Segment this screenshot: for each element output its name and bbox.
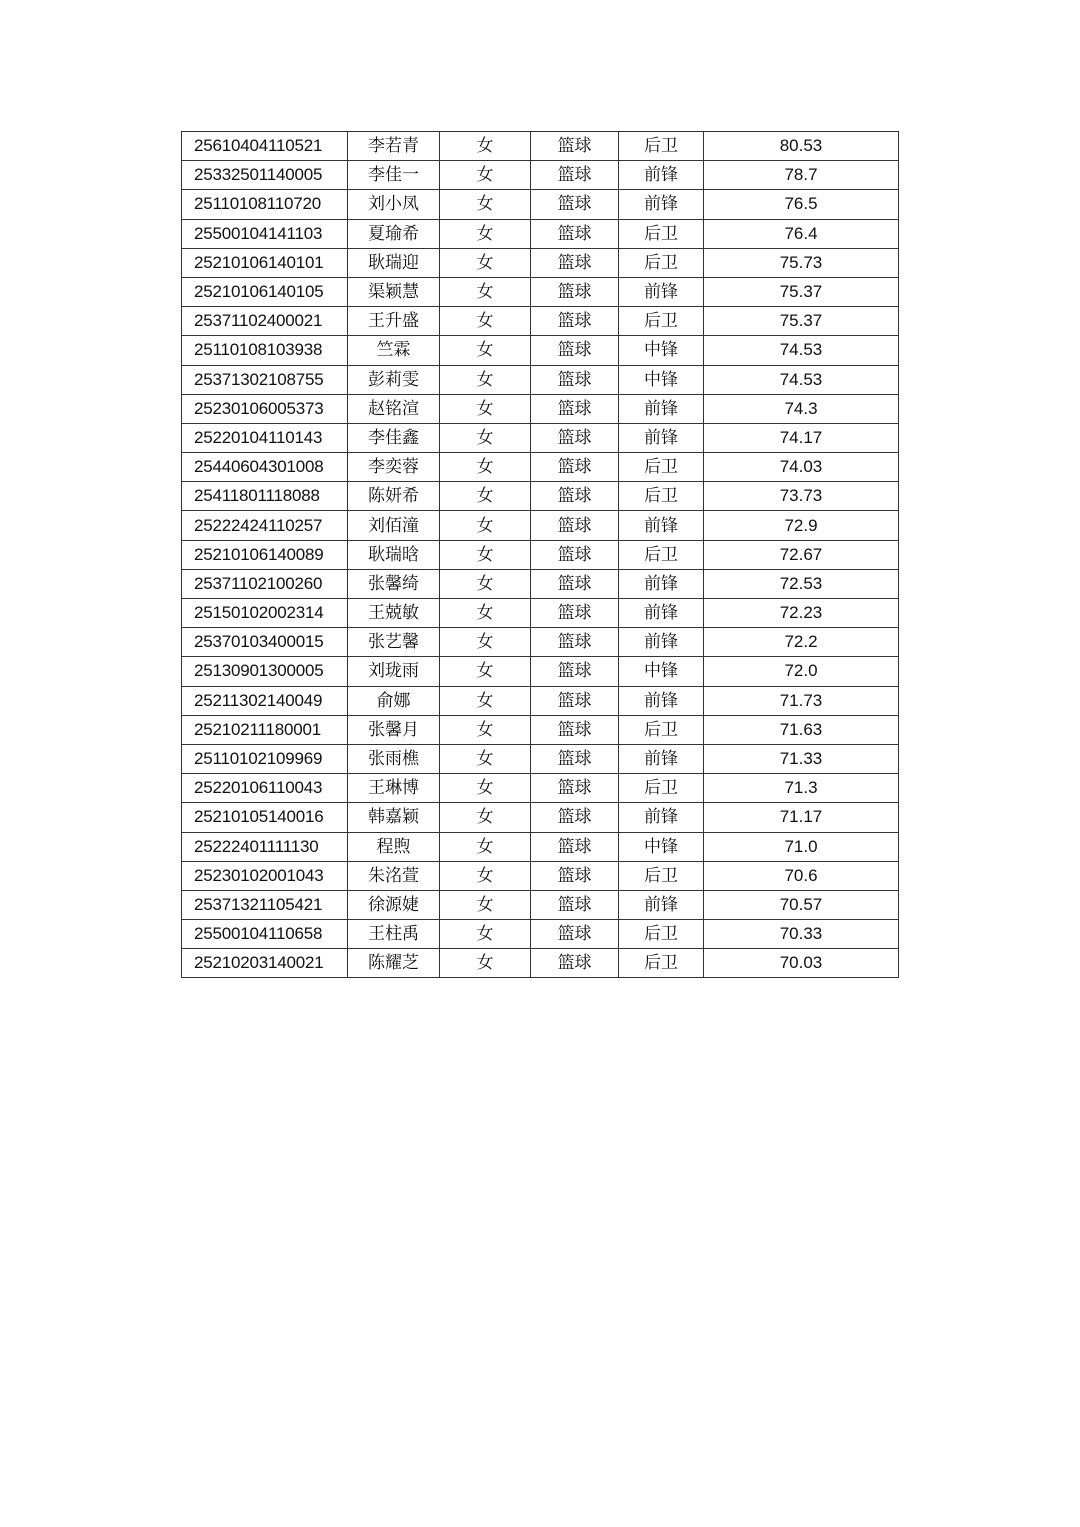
student-id-cell: 25411801118088: [182, 482, 348, 511]
gender-cell: 女: [440, 307, 531, 336]
student-id-cell: 25222424110257: [182, 511, 348, 540]
student-id-cell: 25500104141103: [182, 219, 348, 248]
score-cell: 70.33: [704, 920, 899, 949]
gender-cell: 女: [440, 511, 531, 540]
gender-cell: 女: [440, 190, 531, 219]
score-cell: 70.6: [704, 861, 899, 890]
student-name-cell: 陈妍希: [348, 482, 440, 511]
gender-cell: 女: [440, 394, 531, 423]
student-name-cell: 李奕蓉: [348, 453, 440, 482]
gender-cell: 女: [440, 453, 531, 482]
score-cell: 74.17: [704, 423, 899, 452]
student-id-cell: 25210106140101: [182, 248, 348, 277]
results-table-body: [182, 132, 899, 978]
score-cell: 74.53: [704, 365, 899, 394]
sport-cell: 篮球: [531, 686, 619, 715]
student-id-cell: 25332501140005: [182, 161, 348, 190]
sport-cell: 篮球: [531, 511, 619, 540]
student-name-cell: 韩嘉颖: [348, 803, 440, 832]
score-cell: 74.3: [704, 394, 899, 423]
position-cell: 前锋: [619, 161, 704, 190]
position-cell: 中锋: [619, 832, 704, 861]
sport-cell: 篮球: [531, 861, 619, 890]
table-row: [182, 190, 899, 219]
student-id-cell: 25230102001043: [182, 861, 348, 890]
gender-cell: 女: [440, 599, 531, 628]
student-id-cell: 25440604301008: [182, 453, 348, 482]
score-cell: 71.0: [704, 832, 899, 861]
gender-cell: 女: [440, 686, 531, 715]
student-name-cell: 耿瑞迎: [348, 248, 440, 277]
position-cell: 后卫: [619, 219, 704, 248]
student-name-cell: 彭莉雯: [348, 365, 440, 394]
sport-cell: 篮球: [531, 832, 619, 861]
student-name-cell: 耿瑞晗: [348, 540, 440, 569]
sport-cell: 篮球: [531, 569, 619, 598]
sport-cell: 篮球: [531, 423, 619, 452]
student-name-cell: 俞娜: [348, 686, 440, 715]
student-name-cell: 张艺馨: [348, 628, 440, 657]
sport-cell: 篮球: [531, 715, 619, 744]
table-row: [182, 657, 899, 686]
student-name-cell: 赵铭渲: [348, 394, 440, 423]
gender-cell: 女: [440, 832, 531, 861]
score-cell: 72.2: [704, 628, 899, 657]
gender-cell: 女: [440, 248, 531, 277]
student-name-cell: 程煦: [348, 832, 440, 861]
position-cell: 前锋: [619, 599, 704, 628]
position-cell: 后卫: [619, 920, 704, 949]
sport-cell: 篮球: [531, 744, 619, 773]
student-name-cell: 夏瑜希: [348, 219, 440, 248]
table-row: [182, 482, 899, 511]
gender-cell: 女: [440, 657, 531, 686]
student-id-cell: 25110102109969: [182, 744, 348, 773]
table-row: [182, 949, 899, 978]
table-row: [182, 774, 899, 803]
score-cell: 70.57: [704, 890, 899, 919]
table-row: [182, 744, 899, 773]
position-cell: 后卫: [619, 861, 704, 890]
score-cell: 74.03: [704, 453, 899, 482]
sport-cell: 篮球: [531, 482, 619, 511]
position-cell: 后卫: [619, 715, 704, 744]
table-row: [182, 540, 899, 569]
student-name-cell: 王琳博: [348, 774, 440, 803]
position-cell: 后卫: [619, 540, 704, 569]
table-row: [182, 686, 899, 715]
student-id-cell: 25211302140049: [182, 686, 348, 715]
score-cell: 71.3: [704, 774, 899, 803]
table-row: [182, 569, 899, 598]
score-cell: 78.7: [704, 161, 899, 190]
gender-cell: 女: [440, 715, 531, 744]
gender-cell: 女: [440, 423, 531, 452]
table-row: [182, 248, 899, 277]
position-cell: 后卫: [619, 307, 704, 336]
sport-cell: 篮球: [531, 219, 619, 248]
table-row: [182, 861, 899, 890]
score-cell: 71.17: [704, 803, 899, 832]
score-cell: 72.9: [704, 511, 899, 540]
student-name-cell: 张雨樵: [348, 744, 440, 773]
position-cell: 后卫: [619, 482, 704, 511]
gender-cell: 女: [440, 219, 531, 248]
table-row: [182, 920, 899, 949]
student-id-cell: 25110108110720: [182, 190, 348, 219]
student-id-cell: 25230106005373: [182, 394, 348, 423]
gender-cell: 女: [440, 920, 531, 949]
gender-cell: 女: [440, 540, 531, 569]
sport-cell: 篮球: [531, 277, 619, 306]
student-name-cell: 渠颖慧: [348, 277, 440, 306]
table-row: [182, 628, 899, 657]
student-name-cell: 徐源婕: [348, 890, 440, 919]
student-name-cell: 王兢敏: [348, 599, 440, 628]
gender-cell: 女: [440, 861, 531, 890]
student-name-cell: 刘小凤: [348, 190, 440, 219]
table-row: [182, 599, 899, 628]
student-id-cell: 25110108103938: [182, 336, 348, 365]
student-name-cell: 李若青: [348, 132, 440, 161]
position-cell: 后卫: [619, 453, 704, 482]
student-id-cell: 25610404110521: [182, 132, 348, 161]
position-cell: 前锋: [619, 190, 704, 219]
score-cell: 71.33: [704, 744, 899, 773]
student-id-cell: 25222401111130: [182, 832, 348, 861]
sport-cell: 篮球: [531, 248, 619, 277]
score-cell: 72.67: [704, 540, 899, 569]
gender-cell: 女: [440, 161, 531, 190]
student-name-cell: 张馨月: [348, 715, 440, 744]
student-id-cell: 25371102100260: [182, 569, 348, 598]
student-id-cell: 25371302108755: [182, 365, 348, 394]
score-cell: 72.0: [704, 657, 899, 686]
position-cell: 后卫: [619, 248, 704, 277]
position-cell: 前锋: [619, 686, 704, 715]
student-id-cell: 25220106110043: [182, 774, 348, 803]
table-row: [182, 394, 899, 423]
student-name-cell: 王升盛: [348, 307, 440, 336]
score-cell: 70.03: [704, 949, 899, 978]
sport-cell: 篮球: [531, 336, 619, 365]
sport-cell: 篮球: [531, 394, 619, 423]
score-cell: 74.53: [704, 336, 899, 365]
sport-cell: 篮球: [531, 365, 619, 394]
sport-cell: 篮球: [531, 774, 619, 803]
student-name-cell: 李佳鑫: [348, 423, 440, 452]
table-row: [182, 219, 899, 248]
student-name-cell: 陈耀芝: [348, 949, 440, 978]
student-id-cell: 25220104110143: [182, 423, 348, 452]
score-cell: 71.63: [704, 715, 899, 744]
gender-cell: 女: [440, 365, 531, 394]
student-name-cell: 王柱禹: [348, 920, 440, 949]
student-id-cell: 25210106140089: [182, 540, 348, 569]
position-cell: 前锋: [619, 890, 704, 919]
table-row: [182, 336, 899, 365]
score-cell: 76.5: [704, 190, 899, 219]
gender-cell: 女: [440, 132, 531, 161]
gender-cell: 女: [440, 803, 531, 832]
score-cell: 80.53: [704, 132, 899, 161]
sport-cell: 篮球: [531, 599, 619, 628]
student-name-cell: 竺霖: [348, 336, 440, 365]
table-row: [182, 511, 899, 540]
table-row: [182, 453, 899, 482]
gender-cell: 女: [440, 336, 531, 365]
sport-cell: 篮球: [531, 920, 619, 949]
student-id-cell: 25150102002314: [182, 599, 348, 628]
position-cell: 前锋: [619, 744, 704, 773]
table-row: [182, 132, 899, 161]
score-cell: 71.73: [704, 686, 899, 715]
student-id-cell: 25210105140016: [182, 803, 348, 832]
position-cell: 前锋: [619, 628, 704, 657]
table-row: [182, 890, 899, 919]
score-cell: 72.53: [704, 569, 899, 598]
position-cell: 中锋: [619, 365, 704, 394]
position-cell: 后卫: [619, 949, 704, 978]
table-row: [182, 307, 899, 336]
student-id-cell: 25210106140105: [182, 277, 348, 306]
student-id-cell: 25500104110658: [182, 920, 348, 949]
gender-cell: 女: [440, 774, 531, 803]
student-id-cell: 25210203140021: [182, 949, 348, 978]
position-cell: 前锋: [619, 569, 704, 598]
position-cell: 中锋: [619, 657, 704, 686]
sport-cell: 篮球: [531, 190, 619, 219]
gender-cell: 女: [440, 569, 531, 598]
sport-cell: 篮球: [531, 657, 619, 686]
student-name-cell: 刘佰潼: [348, 511, 440, 540]
student-name-cell: 张馨绮: [348, 569, 440, 598]
gender-cell: 女: [440, 949, 531, 978]
sport-cell: 篮球: [531, 890, 619, 919]
table-row: [182, 423, 899, 452]
gender-cell: 女: [440, 628, 531, 657]
student-id-cell: 25210211180001: [182, 715, 348, 744]
student-id-cell: 25130901300005: [182, 657, 348, 686]
score-cell: 75.37: [704, 277, 899, 306]
sport-cell: 篮球: [531, 540, 619, 569]
student-name-cell: 朱洺萱: [348, 861, 440, 890]
student-name-cell: 李佳一: [348, 161, 440, 190]
sport-cell: 篮球: [531, 453, 619, 482]
table-row: [182, 365, 899, 394]
gender-cell: 女: [440, 482, 531, 511]
table-row: [182, 277, 899, 306]
sport-cell: 篮球: [531, 307, 619, 336]
position-cell: 后卫: [619, 132, 704, 161]
table-row: [182, 161, 899, 190]
score-cell: 73.73: [704, 482, 899, 511]
gender-cell: 女: [440, 744, 531, 773]
position-cell: 前锋: [619, 423, 704, 452]
sport-cell: 篮球: [531, 132, 619, 161]
table-row: [182, 832, 899, 861]
gender-cell: 女: [440, 890, 531, 919]
student-id-cell: 25371102400021: [182, 307, 348, 336]
table-row: [182, 715, 899, 744]
sport-cell: 篮球: [531, 949, 619, 978]
score-cell: 76.4: [704, 219, 899, 248]
score-cell: 75.73: [704, 248, 899, 277]
gender-cell: 女: [440, 277, 531, 306]
position-cell: 中锋: [619, 336, 704, 365]
student-id-cell: 25371321105421: [182, 890, 348, 919]
position-cell: 前锋: [619, 394, 704, 423]
student-name-cell: 刘珑雨: [348, 657, 440, 686]
position-cell: 后卫: [619, 774, 704, 803]
position-cell: 前锋: [619, 277, 704, 306]
student-id-cell: 25370103400015: [182, 628, 348, 657]
score-cell: 75.37: [704, 307, 899, 336]
score-cell: 72.23: [704, 599, 899, 628]
sport-cell: 篮球: [531, 803, 619, 832]
sport-cell: 篮球: [531, 161, 619, 190]
results-table: [181, 131, 899, 978]
table-row: [182, 803, 899, 832]
position-cell: 前锋: [619, 511, 704, 540]
position-cell: 前锋: [619, 803, 704, 832]
sport-cell: 篮球: [531, 628, 619, 657]
